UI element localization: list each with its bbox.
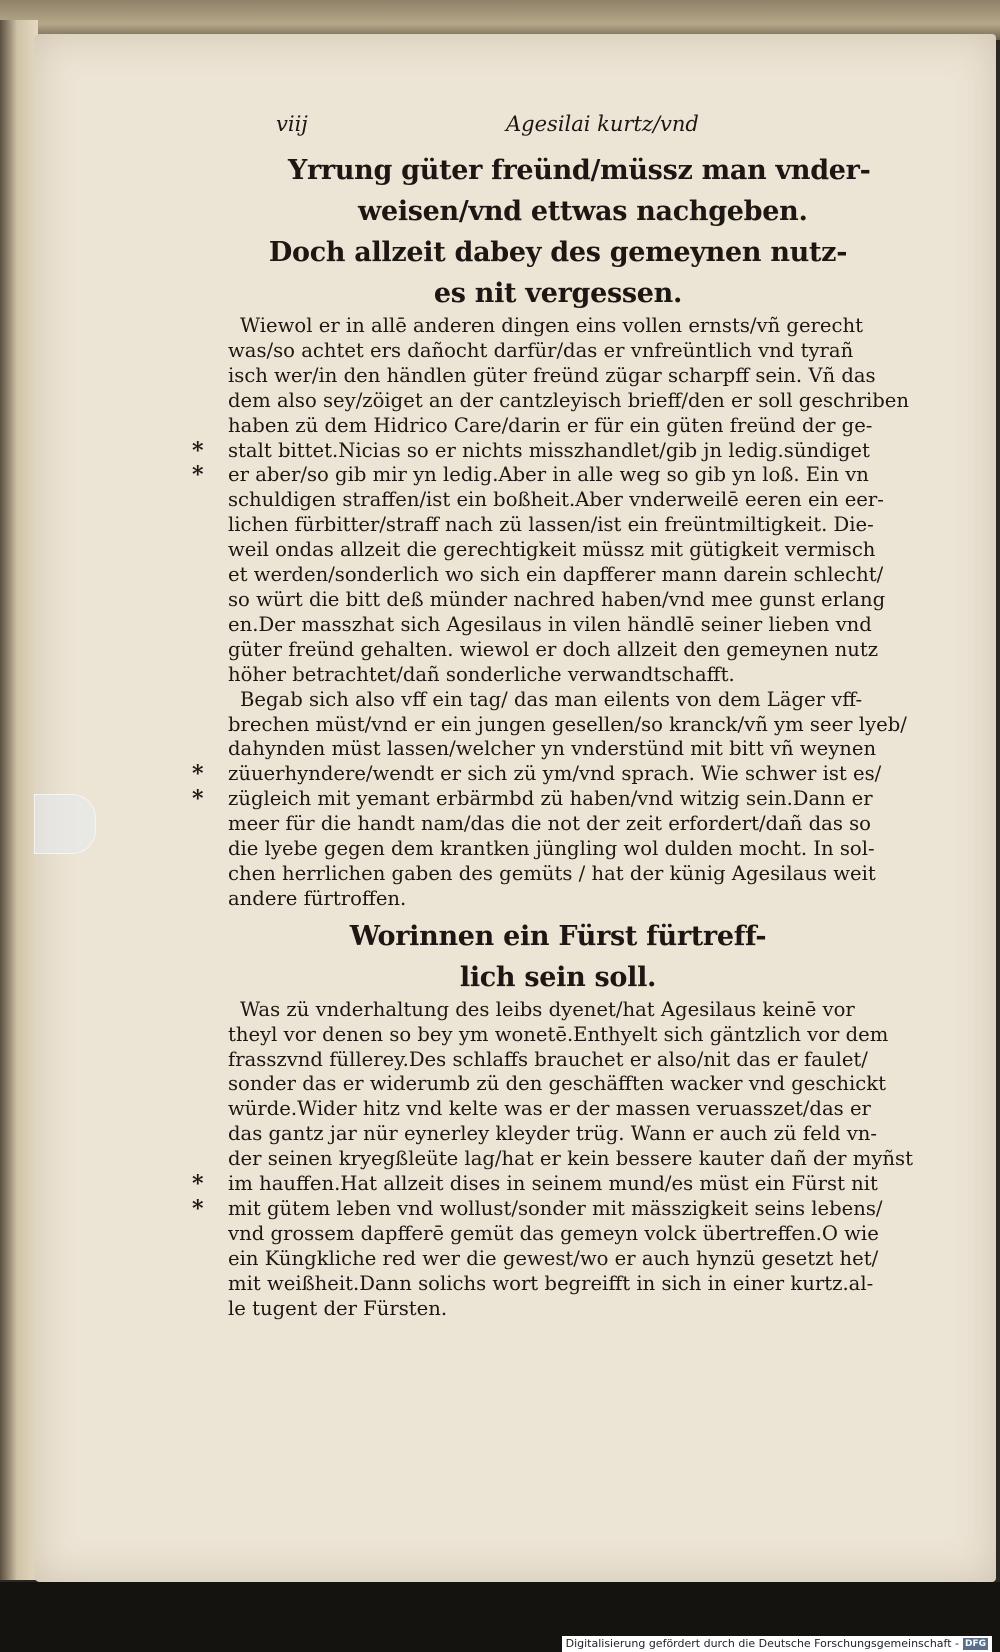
paragraph-2 — [192, 687, 928, 912]
text-line: dahynden müst lassen/welcher yn vnderstünd mit bitt vñ weynen — [228, 737, 877, 761]
text-line: isch wer/in den händlen güter freünd zügar scharpff sein. Vñ das — [228, 363, 876, 387]
heading-line: weisen/vnd ettwas nachgeben. — [358, 196, 808, 227]
text-line: so würt die bitt deß münder nachred haben/vnd mee gunst erlang — [228, 587, 886, 611]
text-line: meer für die handt nam/das die not der zeit erfordert/dañ das so — [228, 812, 871, 836]
text-line: höher betrachtet/dañ sonderliche verwandtschafft. — [228, 662, 735, 686]
margin-asterisk: * — [192, 437, 204, 464]
text-line — [192, 437, 928, 464]
heading-line: Doch allzeit dabey des gemeynen nutz- — [268, 237, 848, 268]
text-line: frasszvnd füllerey.Des schlaffs brauchet er also/nit das er faulet/ — [228, 1047, 868, 1071]
paragraph-3 — [192, 997, 928, 1322]
text-line: schuldigen straffen/ist ein boßheit.Aber vnderweilē eeren ein eer- — [228, 488, 884, 512]
text-line: vnd grossem dapfferē gemüt das gemeyn volck übertreffen.O wie — [228, 1221, 879, 1245]
margin-asterisk: * — [192, 462, 204, 489]
text-line: ein Küngkliche red wer die gewest/wo er auch hynzü gesetzt het/ — [228, 1246, 879, 1270]
heading-line: Worinnen ein Fürst fürtreff- — [349, 920, 767, 952]
text-line-content: stalt bittet.Nicias so er nichts misszhandlet/gib jn ledig.sündiget — [228, 438, 870, 462]
text-line-content: züuerhyndere/wendt er sich zü ym/vnd sprach. Wie schwer ist es/ — [228, 762, 882, 786]
text-line — [192, 462, 928, 489]
book-spine-edge — [0, 20, 38, 1580]
text-line: was/so achtet ers dañocht darfür/das er vnfreüntlich vnd tyrañ — [228, 338, 854, 362]
text-line: Begab sich also vff ein tag/ das man eilents von dem Läger vff- — [240, 687, 863, 711]
text-line-content: zügleich mit yemant erbärmbd zü haben/vnd witzig sein.Dann er — [228, 787, 873, 811]
section-heading-1 — [288, 150, 888, 232]
text-line — [192, 786, 928, 813]
page-clip — [34, 794, 96, 854]
text-line: dem also sey/zöiget an der cantzleyisch brieff/den er soll geschriben — [228, 388, 909, 412]
text-line: güter freünd gehalten. wiewol er doch allzeit den gemeynen nutz — [228, 637, 879, 661]
text-line-content: mit gütem leben vnd wollust/sonder mit mässzigkeit seins lebens/ — [228, 1197, 883, 1220]
text-line: würde.Wider hitz vnd kelte was er der massen veruasszet/das er — [228, 1097, 871, 1121]
text-line: weil ondas allzeit die gerechtigkeit müssz mit gütigkeit vermisch — [228, 538, 876, 562]
heading-line: es nit vergessen. — [433, 278, 683, 309]
text-line — [192, 1196, 928, 1222]
text-line: Was zü vnderhaltung des leibs dyenet/hat Agesilaus keinē vor — [240, 997, 855, 1021]
text-line: le tugent der Fürsten. — [228, 1296, 448, 1320]
text-line: en.Der masszhat sich Agesilaus in vilen händlē seiner lieben vnd — [228, 612, 872, 636]
text-line: der seinen kryegßleüte lag/hat er kein bessere kauter dañ der myñst — [228, 1147, 913, 1171]
text-line: die lyebe gegen dem krantken jüngling wol dulden mocht. In sol- — [228, 837, 875, 861]
text-line-content: im hauffen.Hat allzeit dises in seinem mund/es müst ein Fürst nit — [228, 1172, 878, 1196]
text-line: Wiewol er in allē anderen dingen eins vollen ernsts/vñ gerecht — [240, 314, 863, 337]
credit-text: Digitalisierung gefördert durch die Deutsche Forschungsgemeinschaft - — [565, 1637, 959, 1650]
section-heading-2 — [228, 232, 888, 314]
paragraph-1 — [192, 314, 928, 688]
section-heading-3 — [228, 916, 888, 998]
dfg-logo: DFG — [964, 1639, 986, 1649]
digitization-credit — [562, 1636, 992, 1652]
margin-asterisk: * — [192, 1171, 204, 1198]
running-title: Agesilai kurtz/vnd — [506, 112, 699, 136]
heading-line: Yrrung güter freünd/müssz man vnder- — [288, 155, 871, 186]
text-line — [192, 1171, 928, 1198]
text-line: theyl vor denen so bey ym wonetē.Enthyelt sich gäntzlich vor dem — [228, 1022, 889, 1046]
text-line: mit weißheit.Dann solichs wort begreifft in sich in einer kurtz.al- — [228, 1271, 874, 1295]
text-line — [192, 761, 928, 788]
text-line: haben zü dem Hidrico Care/darin er für ein güten freünd der ge- — [228, 413, 873, 437]
margin-asterisk: * — [192, 761, 204, 788]
printed-text — [192, 112, 928, 1322]
margin-asterisk: * — [192, 786, 204, 813]
margin-asterisk: * — [192, 1196, 204, 1222]
text-line: sonder das er widerumb zü den geschäfften wacker vnd geschickt — [228, 1072, 886, 1096]
text-line: brechen müst/vnd er ein jungen gesellen/so kranck/vñ ym seer lyeb/ — [228, 712, 907, 736]
text-line-content: er aber/so gib mir yn ledig.Aber in alle weg so gib yn loß. Ein vn — [228, 463, 869, 487]
text-line: das gantz jar nür eynerley kleyder trüg. Wann er auch zü feld vn- — [228, 1122, 878, 1146]
folio-number: viij — [276, 112, 308, 136]
text-line: lichen fürbitter/straff nach zü lassen/ist ein freüntmiltigkeit. Die- — [228, 513, 874, 537]
text-line: chen herrlichen gaben des gemüts / hat der künig Agesilaus weit — [228, 861, 876, 885]
text-line: andere fürtroffen. — [228, 886, 407, 910]
text-line: et werden/sonderlich wo sich ein dapfferer mann darein schlecht/ — [228, 563, 884, 587]
heading-line: lich sein soll. — [459, 961, 657, 993]
running-head — [228, 112, 928, 150]
